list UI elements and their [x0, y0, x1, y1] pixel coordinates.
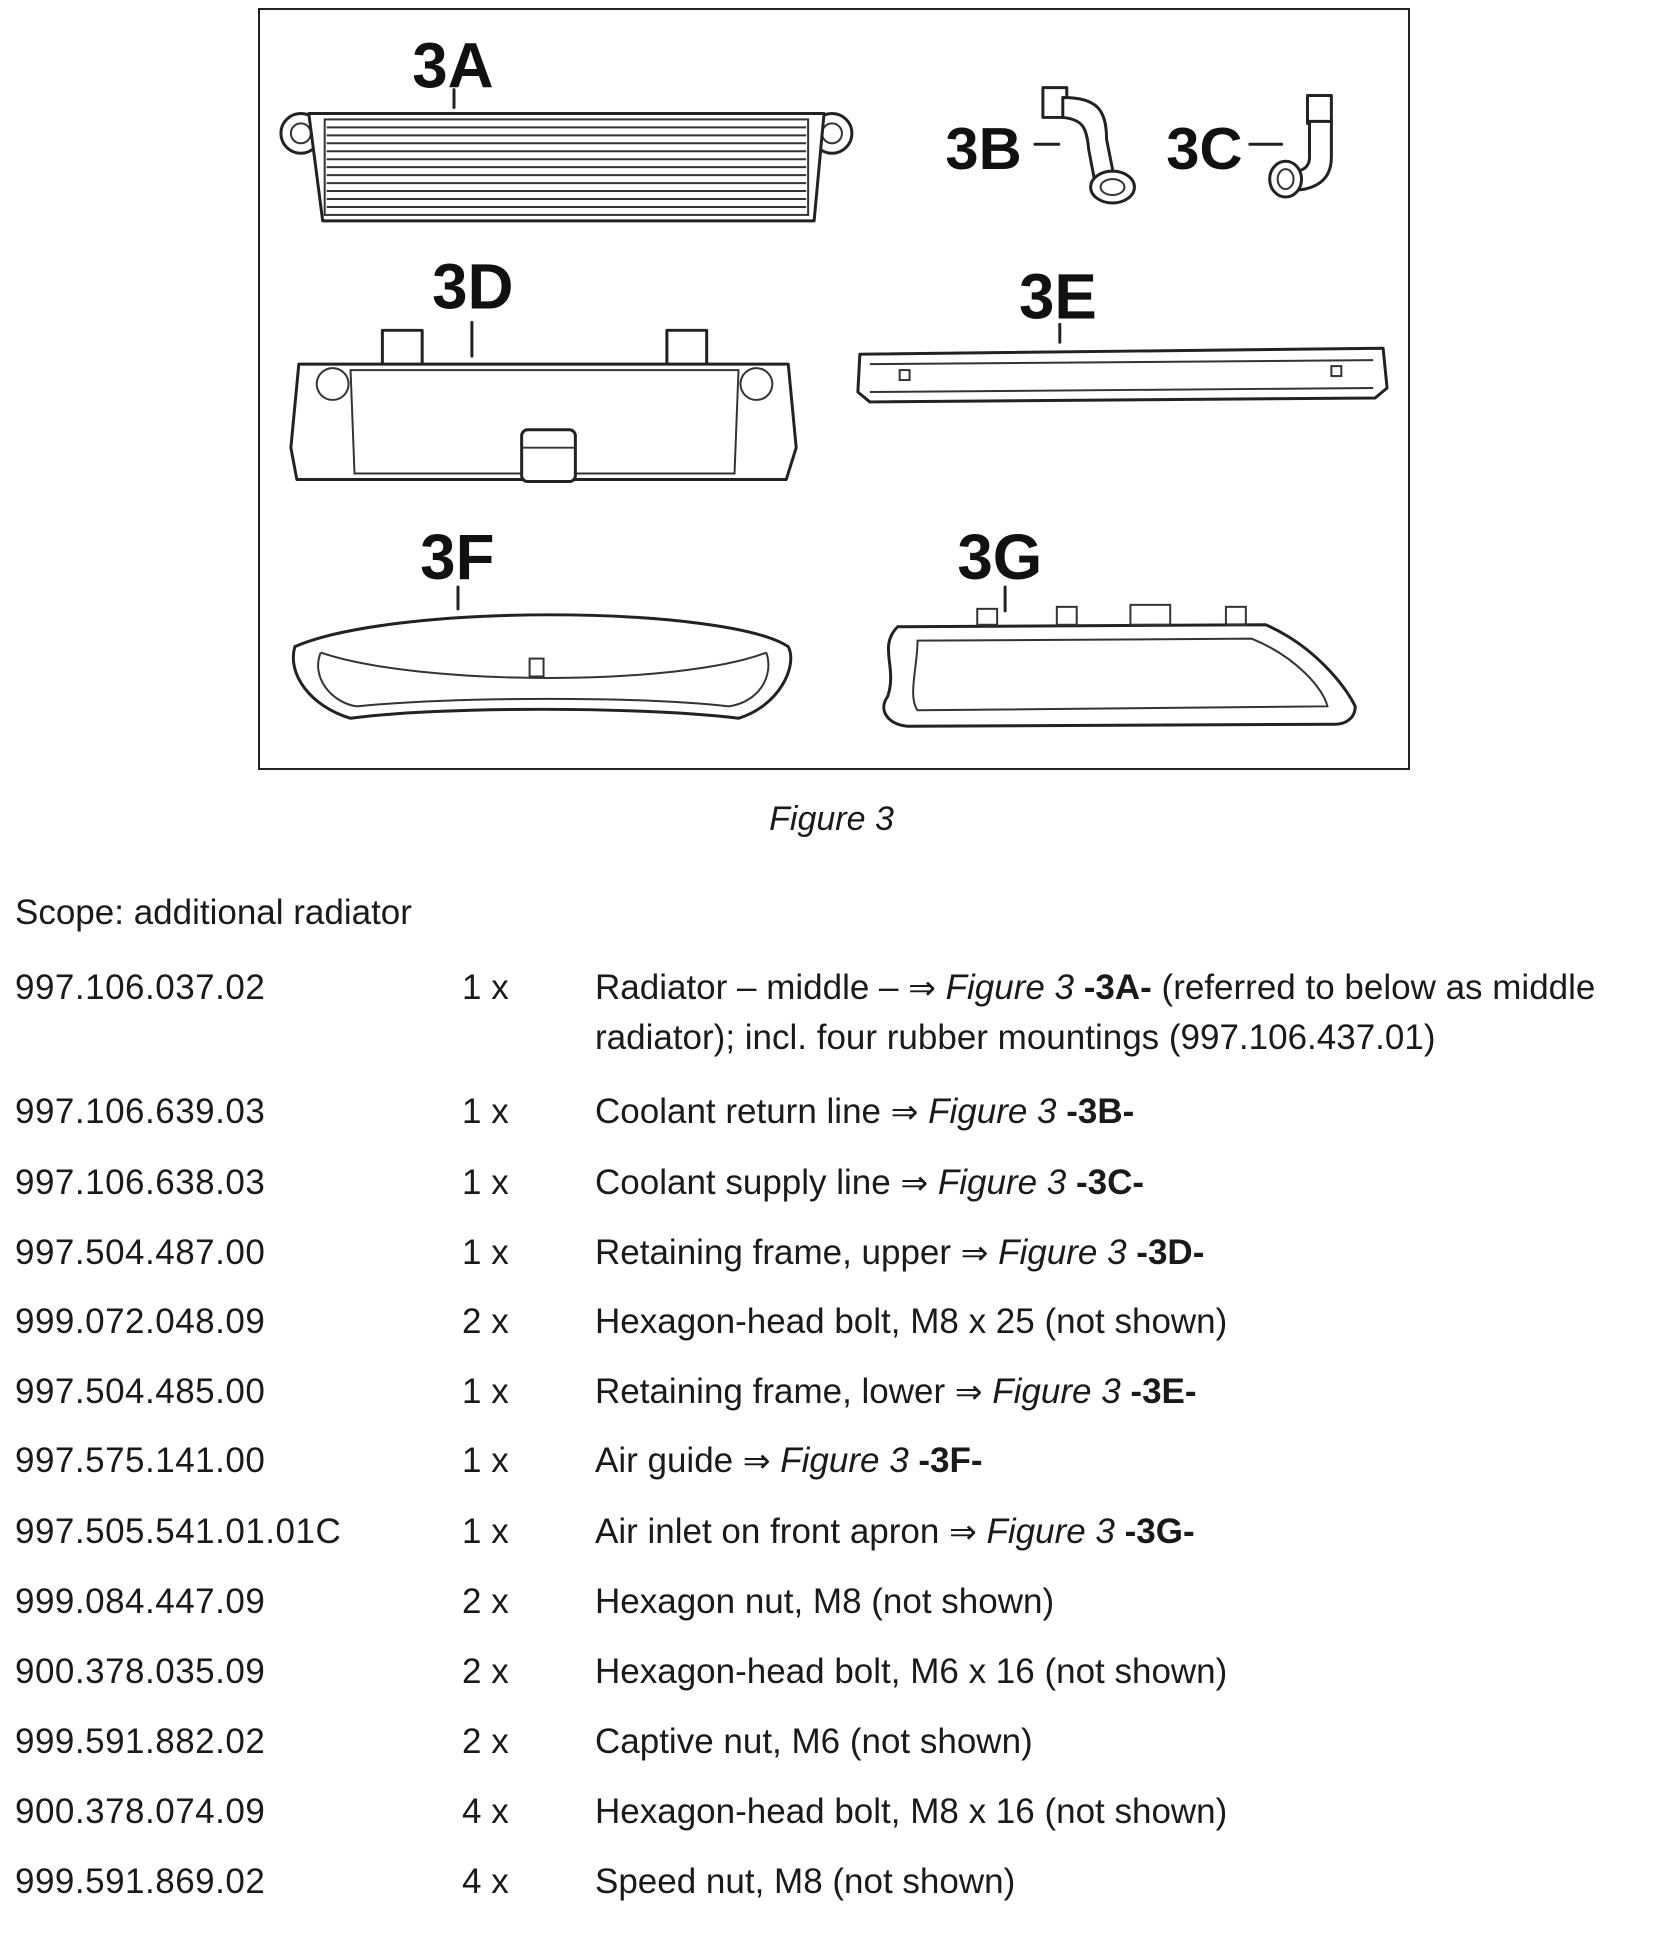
part-description: Air guide ⇒ Figure 3 -3F- [595, 1441, 983, 1480]
part-number: 999.591.882.02 [15, 1722, 266, 1761]
part-number: 900.378.035.09 [15, 1652, 266, 1691]
part-number: 997.575.141.00 [15, 1441, 266, 1480]
part-description: Hexagon nut, M8 (not shown) [595, 1582, 1055, 1621]
part-quantity: 2 x [462, 1582, 509, 1621]
part-3e-lower-frame-drawing [858, 261, 1387, 402]
part-number: 999.072.048.09 [15, 1302, 266, 1341]
part-description: Hexagon-head bolt, M6 x 16 (not shown) [595, 1652, 1228, 1691]
arrow-icon: ⇒ [908, 969, 936, 1006]
scope-line: Scope: additional radiator [15, 893, 412, 932]
figure-caption: Figure 3 [769, 800, 894, 838]
part-3f-air-guide-drawing [293, 522, 790, 718]
part-number: 997.106.037.02 [15, 968, 266, 1007]
part-number: 997.106.639.03 [15, 1092, 266, 1131]
label-3a: 3A [412, 30, 494, 102]
arrow-icon: ⇒ [900, 1164, 929, 1201]
part-description: Speed nut, M8 (not shown) [595, 1862, 1016, 1901]
arrow-icon: ⇒ [742, 1442, 771, 1479]
arrow-icon: ⇒ [890, 1093, 919, 1130]
part-description: Retaining frame, upper ⇒ Figure 3 -3D- [595, 1233, 1205, 1272]
part-description: Hexagon-head bolt, M8 x 25 (not shown) [595, 1302, 1228, 1341]
part-quantity: 4 x [462, 1792, 509, 1831]
part-quantity: 1 x [462, 968, 509, 1007]
part-quantity: 1 x [462, 1233, 509, 1272]
label-3d: 3D [432, 251, 514, 323]
part-number: 997.504.485.00 [15, 1372, 266, 1411]
part-3a-radiator-drawing [281, 31, 852, 221]
arrow-icon: ⇒ [954, 1373, 983, 1410]
part-number: 997.106.638.03 [15, 1163, 266, 1202]
part-number: 997.505.541.01.01C [15, 1512, 342, 1551]
part-quantity: 1 x [462, 1441, 509, 1480]
part-number: 997.504.487.00 [15, 1233, 266, 1272]
part-quantity: 1 x [462, 1092, 509, 1131]
part-quantity: 2 x [462, 1652, 509, 1691]
part-description: Hexagon-head bolt, M8 x 16 (not shown) [595, 1792, 1228, 1831]
part-description: Coolant supply line ⇒ Figure 3 -3C- [595, 1163, 1145, 1202]
arrow-icon: ⇒ [949, 1513, 977, 1550]
part-quantity: 1 x [462, 1512, 509, 1551]
part-quantity: 1 x [462, 1163, 509, 1202]
part-number: 999.084.447.09 [15, 1582, 266, 1621]
label-3f: 3F [420, 521, 495, 593]
part-description: Captive nut, M6 (not shown) [595, 1722, 1033, 1761]
part-description: Air inlet on front apron ⇒ Figure 3 -3G- [595, 1512, 1195, 1551]
label-3b: 3B [945, 115, 1022, 183]
label-3e: 3E [1019, 261, 1097, 333]
part-3g-air-inlet-drawing [884, 522, 1355, 726]
part-quantity: 2 x [462, 1722, 509, 1761]
part-3d-upper-frame-drawing [291, 251, 796, 481]
figure-3-illustration [258, 8, 1410, 770]
part-quantity: 1 x [462, 1372, 509, 1411]
part-3b-return-line-drawing [945, 88, 1134, 203]
part-quantity: 4 x [462, 1862, 509, 1901]
label-3c: 3C [1166, 115, 1243, 183]
part-description: Radiator – middle – ⇒ Figure 3 -3A- (referred to below as middle radiator); incl. four rubber mountings (997.106.437.01) [595, 968, 1596, 1057]
part-3c-supply-line-drawing [1166, 96, 1331, 197]
label-3g: 3G [957, 521, 1043, 593]
part-description: Coolant return line ⇒ Figure 3 -3B- [595, 1092, 1135, 1131]
figure-3-drawing [260, 10, 1408, 768]
part-quantity: 2 x [462, 1302, 509, 1341]
part-number: 999.591.869.02 [15, 1862, 266, 1901]
arrow-icon: ⇒ [960, 1234, 989, 1271]
part-number: 900.378.074.09 [15, 1792, 266, 1831]
part-description: Retaining frame, lower ⇒ Figure 3 -3E- [595, 1372, 1197, 1411]
